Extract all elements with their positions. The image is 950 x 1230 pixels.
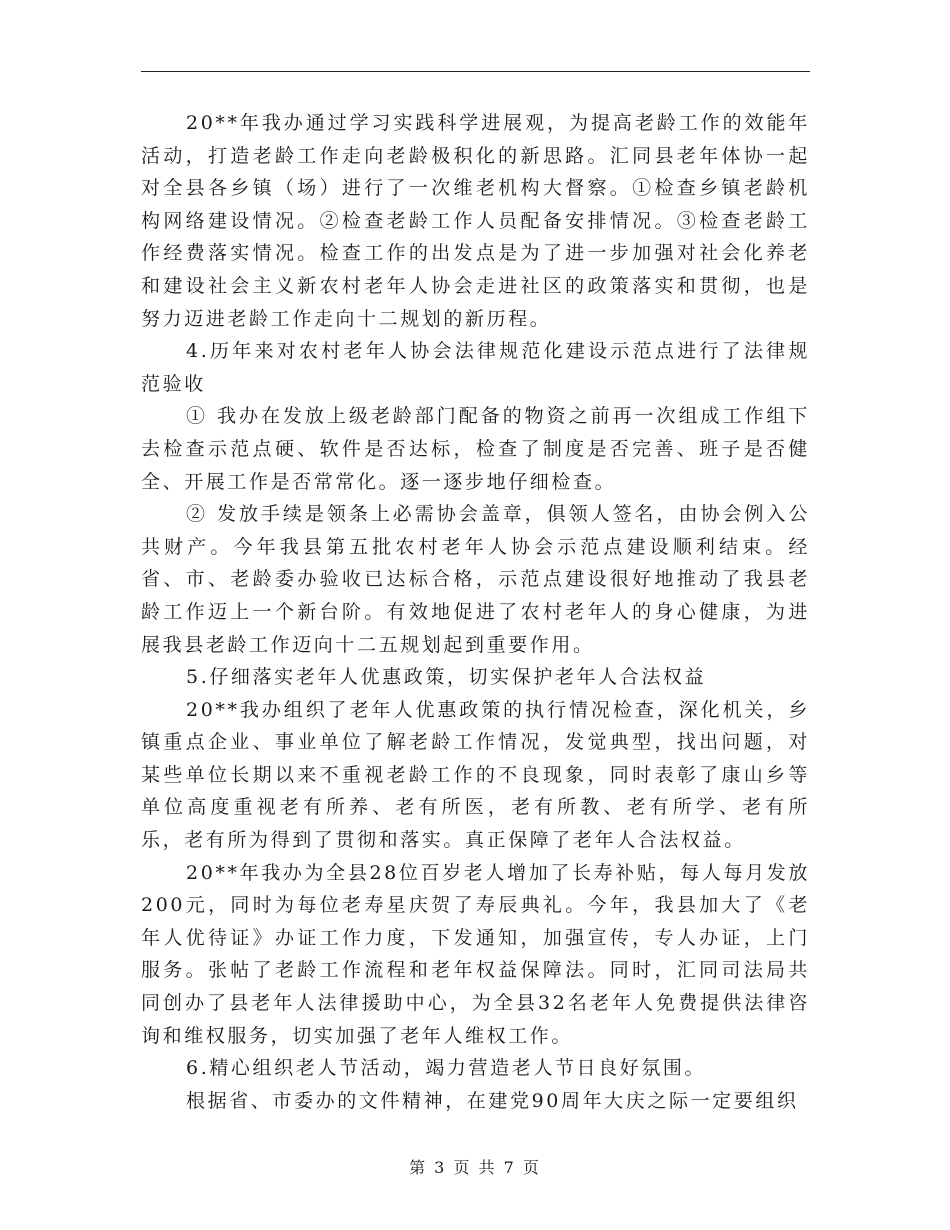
paragraph-item-1: ① 我办在发放上级老龄部门配备的物资之前再一次组成工作组下去检查示范点硬、软件是否达标，检查了制度是否完善、班子是否健全、开展工作是否常常化。逐一逐步地仔细检查。 <box>141 405 810 493</box>
paragraph-longevity-subsidy: 20**年我办为全县28位百岁老人增加了长寿补贴，每人每月发放200元，同时为每位老寿星庆贺了寿辰典礼。今年，我县加大了《老年人优待证》办证工作力度，下发通知，加强宣传，专人办证，上门服务。张帖了老龄工作流程和老年权益保障法。同时，汇同司法局共同创办了县老年人法律援助中心，为全县32名老年人免费提供法律咨询和维权服务，切实加强了老年人维权工作。 <box>141 861 810 1047</box>
paragraph-1: 20**年我办通过学习实践科学进展观，为提高老龄工作的效能年活动，打造老龄工作走向老龄极积化的新思路。汇同县老年体协一起对全县各乡镇（场）进行了一次维老机构大督察。①检查乡镇老龄机构网络建设情况。②检查老龄工作人员配备安排情况。③检查老龄工作经费落实情况。检查工作的出发点是为了进一步加强对社会化养老和建设社会主义新农村老年人协会走进社区的政策落实和贯彻，也是努力迈进老龄工作走向十二规划的新历程。 <box>141 112 810 330</box>
paragraph-festival: 根据省、市委办的文件精神，在建党90周年大庆之际一定要组织 <box>186 1089 799 1112</box>
section-heading-4: 4.历年来对农村老年人协会法律规范化建设示范点进行了法律规范验收 <box>141 340 810 395</box>
paragraph-policy-check: 20**我办组织了老年人优惠政策的执行情况检查，深化机关，乡镇重点企业、事业单位了解老龄工作情况，发觉典型，找出问题，对某些单位长期以来不重视老龄工作的不良现象，同时表彰了康山乡等单位高度重视老有所养、老有所医，老有所教、老有所学、老有所乐，老有所为得到了贯彻和落实。真正保障了老年人合法权益。 <box>141 698 810 852</box>
paragraph-item-2: ② 发放手续是领条上必需协会盖章，俱领人签名，由协会例入公共财产。今年我县第五批农村老年人协会示范点建设顺利结束。经省、市、老龄委办验收已达标合格，示范点建设很好地推动了我县老龄工作迈上一个新台阶。有效地促进了农村老年人的身心健康，为进展我县老龄工作迈向十二五规划起到重要作用。 <box>141 503 810 656</box>
section-heading-5: 5.仔细落实老年人优惠政策，切实保护老年人合法权益 <box>186 666 707 689</box>
section-heading-6: 6.精心组织老人节活动，竭力营造老人节日良好氛围。 <box>186 1057 707 1080</box>
document-body <box>141 107 810 1117</box>
page-footer: 第 3 页 共 7 页 <box>409 1158 541 1177</box>
header-rule <box>141 71 810 72</box>
